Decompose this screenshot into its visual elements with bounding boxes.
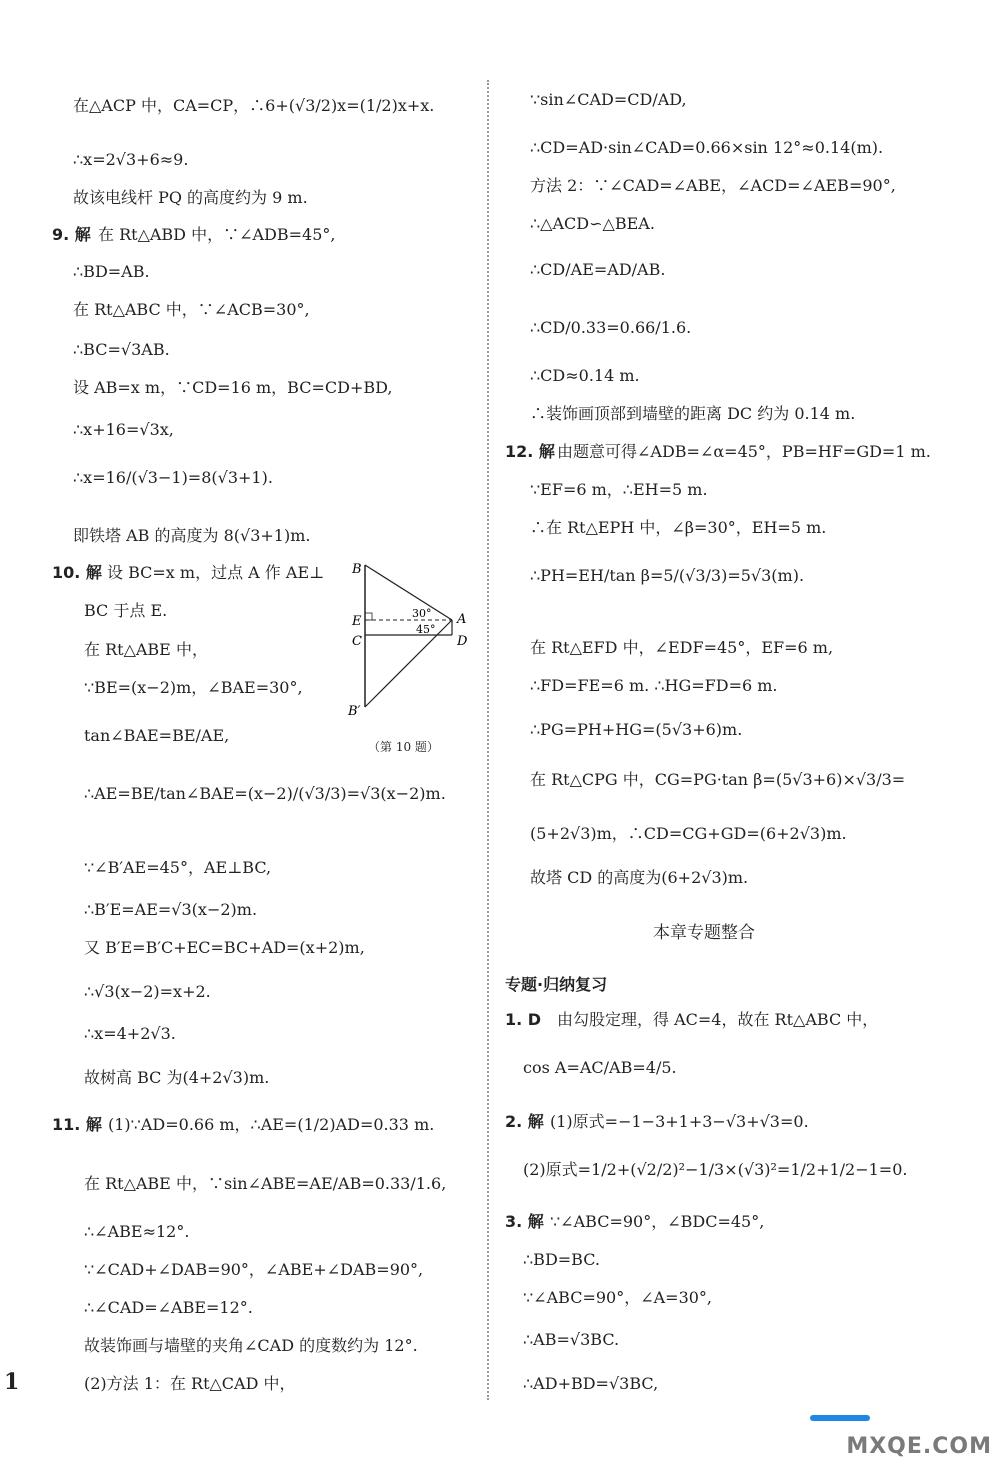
text-line: 在 Rt△ABD 中，∵∠ADB=45°, [98,225,336,244]
text-line: ∵∠B′AE=45°，AE⊥BC, [84,858,272,877]
text-line: ∴∠ABE≈12°. [84,1222,190,1241]
point-label: E [352,614,362,629]
text-line: 在 Rt△ABC 中，∵∠ACB=30°, [73,300,310,319]
text-line: ∴BC=√3AB. [73,340,170,359]
text-line: ∴PG=PH+HG=(5√3+6)m. [530,720,743,739]
text-line: ∴∠CAD=∠ABE=12°. [84,1298,253,1317]
text-line: BC 于点 E. [84,601,168,620]
text-line: 由题意可得∠ADB=∠α=45°，PB=HF=GD=1 m. [557,442,931,461]
text-line: 在 Rt△ABE 中， [84,640,208,659]
text-line: ∴BD=AB. [73,262,150,281]
text-line: ∴CD=AD·sin∠CAD=0.66×sin 12°≈0.14(m). [530,138,884,157]
text-line: (1)∵AD=0.66 m，∴AE=(1/2)AD=0.33 m. [108,1115,435,1134]
angle-label: 30° [412,607,432,620]
text-line: ∴√3(x−2)=x+2. [84,982,211,1001]
text-line: (2)原式=1/2+(√2/2)²−1/3×(√3)²=1/2+1/2−1=0. [523,1160,908,1179]
text-line: ∴B′E=AE=√3(x−2)m. [84,900,258,919]
text-line: 由勾股定理，得 AC=4，故在 Rt△ABC 中， [557,1010,879,1029]
text-line: ∵∠CAD+∠DAB=90°，∠ABE+∠DAB=90°, [84,1260,424,1279]
text-line: tan∠BAE=BE/AE, [84,726,230,745]
text-line: ∴CD/0.33=0.66/1.6. [530,318,692,337]
text-line: cos A=AC/AB=4/5. [523,1058,677,1077]
text-line: ∴BD=BC. [523,1250,600,1269]
text-line: 设 AB=x m，∵CD=16 m，BC=CD+BD, [73,378,393,397]
question-label-12: 12. 解 [505,442,555,461]
watermark-text: MXQE.COM [846,1434,992,1459]
text-line: 故该电线杆 PQ 的高度约为 9 m. [73,188,308,207]
problem-label-3: 3. 解 [505,1212,544,1231]
text-line: ∴AD+BD=√3BC, [523,1374,659,1393]
text-line: ∴CD/AE=AD/AB. [530,260,666,279]
point-label: B [352,562,362,577]
text-line: 又 B′E=B′C+EC=BC+AD=(x+2)m, [84,938,365,957]
point-label: D [457,634,468,649]
point-label: B′ [348,704,361,719]
text-line: ∴x=4+2√3. [84,1024,176,1043]
subsection-title: 专题·归纳复习 [505,975,608,994]
text-line: 在 Rt△CPG 中，CG=PG·tan β=(5√3+6)×√3/3= [530,770,906,789]
text-line: ∵EF=6 m，∴EH=5 m. [530,480,708,499]
line-b-prime-a [365,620,452,707]
text-line: 故树高 BC 为(4+2√3)m. [84,1068,270,1087]
text-line: ∴PH=EH/tan β=5/(√3/3)=5√3(m). [530,566,805,585]
text-line: 在 Rt△ABE 中，∵sin∠ABE=AE/AB=0.33/1.6, [84,1174,447,1193]
point-label: C [352,634,362,649]
text-line: (2)方法 1：在 Rt△CAD 中， [84,1374,296,1393]
text-line: ∴△ACD∽△BEA. [530,214,655,233]
text-line: ∴AE=BE/tan∠BAE=(x−2)/(√3/3)=√3(x−2)m. [84,784,446,803]
text-line: ∴x+16=√3x, [73,420,174,439]
line-ba [365,565,452,620]
column-divider [487,80,489,1400]
text-line: ∴CD≈0.14 m. [530,366,640,385]
text-line: 故装饰画与墙壁的夹角∠CAD 的度数约为 12°. [84,1336,418,1355]
text-line: ∵∠ABC=90°，∠A=30°, [523,1288,713,1307]
text-line: ∵∠ABC=90°，∠BDC=45°, [550,1212,765,1231]
watermark-bar [810,1415,870,1421]
text-line: ∴在 Rt△EPH 中，∠β=30°，EH=5 m. [530,518,827,537]
text-line: ∵BE=(x−2)m，∠BAE=30°, [84,678,303,697]
question-label-10: 10. 解 [52,563,102,582]
text-line: (5+2√3)m，∴CD=CG+GD=(6+2√3)m. [530,824,847,843]
angle-label: 45° [416,623,436,636]
text-line: (1)原式=−1−3+1+3−√3+√3=0. [550,1112,809,1131]
text-line: ∴x=2√3+6≈9. [73,150,189,169]
page-mark: 1 [4,1369,20,1395]
text-line: 在 Rt△EFD 中，∠EDF=45°，EF=6 m, [530,638,834,657]
text-line: ∴FD=FE=6 m. ∴HG=FD=6 m. [530,676,778,695]
text-line: 在△ACP 中，CA=CP，∴6+(√3/2)x=(1/2)x+x. [73,96,435,115]
text-line: ∴x=16/(√3−1)=8(√3+1). [73,468,273,487]
text-line: ∴AB=√3BC. [523,1330,620,1349]
right-angle-mark [365,613,372,620]
text-line: 方法 2：∵∠CAD=∠ABE，∠ACD=∠AEB=90°, [530,176,896,195]
text-line: 故塔 CD 的高度为(6+2√3)m. [530,868,749,887]
problem-label-2: 2. 解 [505,1112,544,1131]
text-line: ∴装饰画顶部到墙壁的距离 DC 约为 0.14 m. [530,404,856,423]
figure-caption: （第 10 题） [368,740,439,754]
text-line: 即铁塔 AB 的高度为 8(√3+1)m. [73,526,311,545]
problem-label-1: 1. D [505,1010,542,1029]
section-title: 本章专题整合 [653,923,755,943]
text-line: 设 BC=x m，过点 A 作 AE⊥ [107,563,325,582]
text-line: ∵sin∠CAD=CD/AD, [530,90,687,109]
question-10-figure [340,555,480,730]
point-label: A [457,612,467,627]
question-label-11: 11. 解 [52,1115,102,1134]
question-label-9: 9. 解 [52,225,91,244]
